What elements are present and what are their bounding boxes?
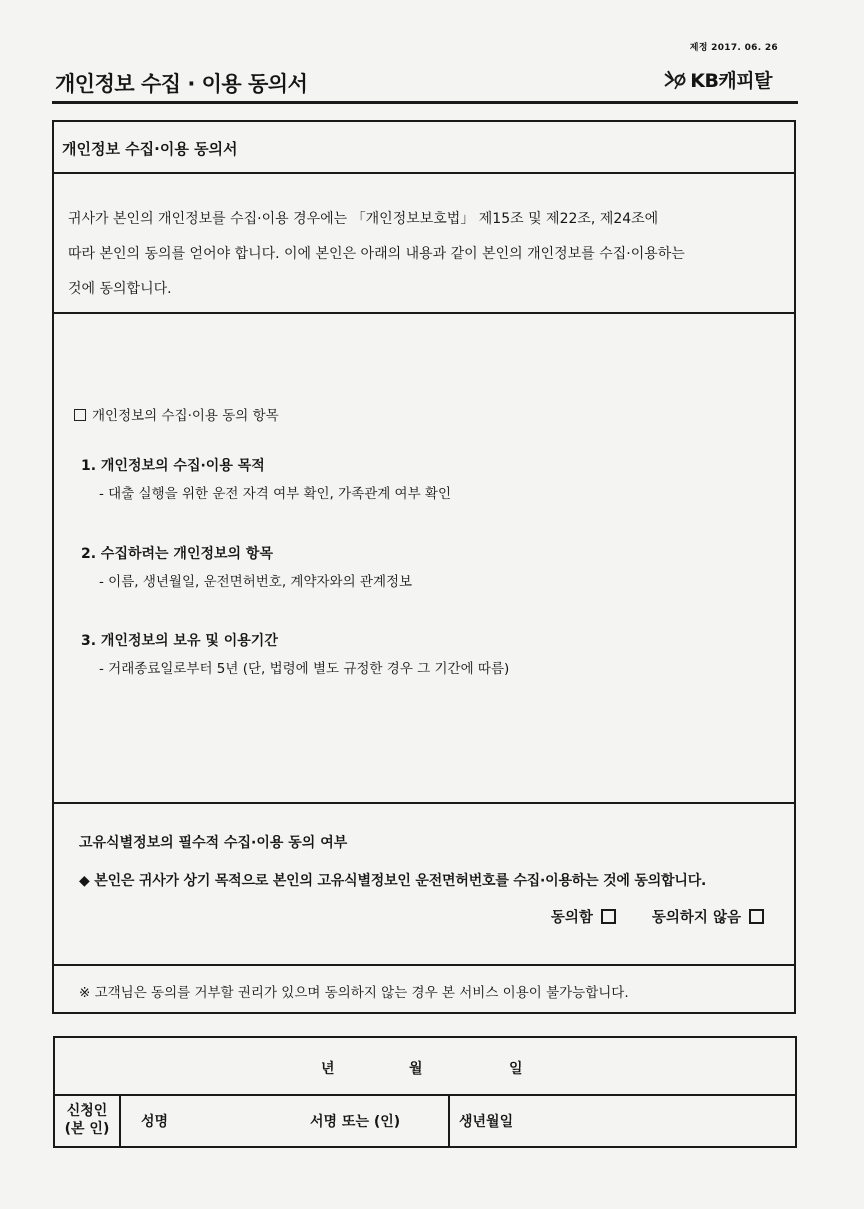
month-field[interactable]: 월 [409, 1061, 423, 1077]
sign-divider [448, 1094, 450, 1146]
consent-options [551, 906, 764, 927]
signature-row [55, 1094, 795, 1146]
intro-line: 것에 동의합니다. [68, 281, 172, 297]
applicant-sublabel: (본 인) [64, 1121, 110, 1137]
consent-statement: ◆ 본인은 귀사가 상기 목적으로 본인의 고유식별정보인 운전면허번호를 수집·이용하는 것에 동의합니다. [79, 873, 707, 889]
disagree-option[interactable] [652, 906, 764, 927]
year-field[interactable]: 년 [321, 1061, 335, 1077]
square-icon [74, 409, 86, 421]
signature-field[interactable]: 서명 또는 (인) [310, 1114, 401, 1130]
agree-checkbox[interactable] [601, 909, 616, 924]
items-heading-text: 개인정보의 수집·이용 동의 항목 [92, 408, 279, 424]
intro-line: 따라 본인의 동의를 얻어야 합니다. 이에 본인은 아래의 내용과 같이 본인의 개인정보를 수집·이용하는 [68, 246, 685, 262]
item-title: 2. 수집하려는 개인정보의 항목 [81, 546, 273, 562]
day-field[interactable]: 일 [509, 1061, 523, 1077]
notice-text: ※ 고객님은 동의를 거부할 권리가 있으며 동의하지 않는 경우 본 서비스 이용이 불가능합니다. [79, 985, 629, 1001]
company-logo [662, 66, 772, 93]
disagree-label: 동의하지 않음 [651, 910, 741, 926]
consent-main-box [52, 120, 796, 1014]
kb-star-icon [662, 69, 686, 91]
logo-text: KB캐피탈 [690, 70, 772, 92]
signature-table [53, 1036, 797, 1148]
applicant-label: 신청인 [66, 1103, 108, 1119]
intro-line: 귀사가 본인의 개인정보를 수집·이용 경우에는 「개인정보보호법」 제15조 및 제22조, 제24조에 [68, 211, 659, 227]
item-title: 3. 개인정보의 보유 및 이용기간 [81, 633, 278, 649]
birthdate-field[interactable]: 생년월일 [459, 1114, 514, 1130]
consent-section [54, 804, 794, 966]
revision-date: 제정 2017. 06. 26 [689, 43, 778, 53]
agree-label: 동의함 [550, 910, 593, 926]
items-section [54, 314, 794, 804]
name-field[interactable]: 성명 [141, 1114, 169, 1130]
items-heading [74, 404, 279, 424]
page-title: 개인정보 수집 · 이용 동의서 [55, 72, 308, 96]
item-detail: - 이름, 생년월일, 운전면허번호, 계약자와의 관계정보 [99, 574, 413, 590]
item-title: 1. 개인정보의 수집·이용 목적 [81, 458, 265, 474]
item-detail: - 대출 실행을 위한 운전 자격 여부 확인, 가족관계 여부 확인 [99, 486, 452, 502]
date-row [55, 1038, 795, 1096]
applicant-cell [55, 1094, 121, 1146]
item-detail: - 거래종료일로부터 5년 (단, 법령에 별도 규정한 경우 그 기간에 따름) [99, 661, 510, 677]
intro-section [54, 174, 794, 314]
disagree-checkbox[interactable] [749, 909, 764, 924]
agree-option[interactable] [551, 906, 616, 927]
box-title: 개인정보 수집·이용 동의서 [54, 122, 794, 174]
title-underline [52, 101, 798, 104]
consent-title: 고유식별정보의 필수적 수집·이용 동의 여부 [79, 835, 348, 851]
